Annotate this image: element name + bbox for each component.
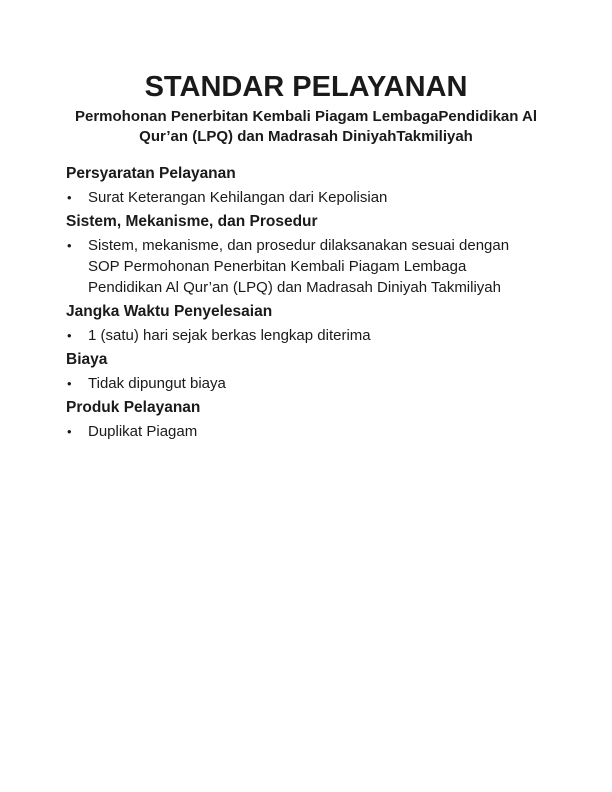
bullet-icon: • [67,328,72,343]
bullet-icon: • [67,190,72,205]
page-subtitle: Permohonan Penerbitan Kembali Piagam LembagaPendidikan Al Qur’an (LPQ) dan Madrasah DiniyahTakmiliyah [74,108,538,145]
bullet-list [66,187,540,208]
bullet-icon: • [67,424,72,439]
bullet-text: Tidak dipungut biaya [88,375,226,392]
list-item [66,325,540,346]
bullet-icon: • [67,376,72,391]
section-heading-persyaratan-pelayanan: Persyaratan Pelayanan [66,165,236,182]
bullet-icon: • [67,238,72,253]
bullet-text: Surat Keterangan Kehilangan dari Kepolisian [88,189,388,206]
bullet-list [66,235,540,298]
section-heading-biaya: Biaya [66,351,108,368]
bullet-list [66,373,540,394]
section-heading-produk-pelayanan: Produk Pelayanan [66,399,201,416]
list-item [66,373,540,394]
bullet-text: Duplikat Piagam [88,423,198,440]
document-body [66,163,540,442]
bullet-text: 1 (satu) hari sejak berkas lengkap diterima [88,327,371,344]
bullet-list [66,421,540,442]
list-item [66,421,540,442]
section-heading-sistem-mekanisme-prosedur: Sistem, Mekanisme, dan Prosedur [66,213,318,230]
page-title: STANDAR PELAYANAN [144,71,468,103]
section-heading-jangka-waktu-penyelesaian: Jangka Waktu Penyelesaian [66,303,273,320]
bullet-list [66,325,540,346]
list-item [66,187,540,208]
list-item [66,235,540,298]
bullet-text: Sistem, mekanisme, dan prosedur dilaksanakan sesuai dengan SOP Permohonan Penerbitan Kembali Piagam Lembaga Pendidikan Al Qur’an (LPQ) dan Madrasah Diniyah Takmiliyah [88,237,510,296]
